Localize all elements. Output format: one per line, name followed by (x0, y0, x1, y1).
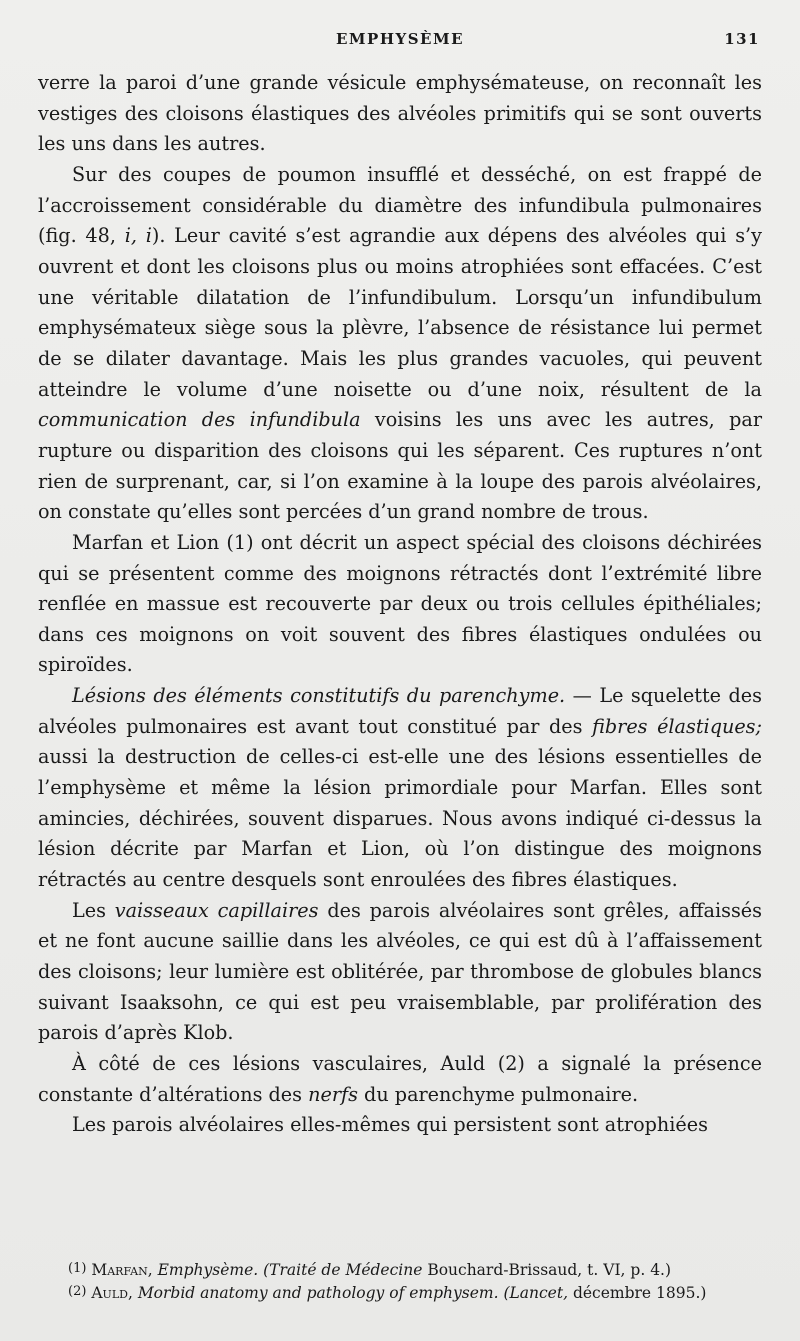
page-number: 131 (724, 30, 760, 48)
footnote-2: (2) Auld, Morbid anatomy and pathology of emphysem. (Lancet, décembre 1895.) (68, 1284, 707, 1302)
footnotes (68, 1258, 768, 1304)
paragraph-5: Les vaisseaux capillaires des parois alvéolaires sont grêles, affaissés et ne font aucune saillie dans les alvéoles, ce qui est dû à l’affaissement des cloisons; leur lumière est oblitérée, par thrombose de globules blancs suivant Isaaksohn, ce qui est peu vraisemblable, par prolifération des parois d’après Klob. (38, 898, 762, 1045)
body-text (38, 68, 762, 1141)
running-title: EMPHYSÈME (336, 30, 464, 48)
paragraph-6: À côté de ces lésions vasculaires, Auld (2) a signalé la présence constante d’altérations des nerfs du parenchyme pulmonaire. (38, 1052, 762, 1106)
paragraph-3: Marfan et Lion (1) ont décrit un aspect spécial des cloisons déchirées qui se présentent comme des moignons rétractés dont l’extrémité libre renflée en massue est recouverte par deux ou trois cellules épithéliales; dans ces moignons on voit souvent des fibres élastiques ondulées ou spiroïdes. (38, 530, 762, 677)
footnote-1: (1) Marfan, Emphysème. (Traité de Médecine Bouchard-Brissaud, t. VI, p. 4.) (68, 1261, 672, 1279)
paragraph-7: Les parois alvéolaires elles-mêmes qui persistent sont atrophiées (72, 1113, 708, 1137)
paragraph-4: Lésions des éléments constitutifs du parenchyme. — Le squelette des alvéoles pulmonaires est avant tout constitué par des fibres élastiques; aussi la destruction de celles-ci est-elle une des lésions essentielles de l’emphysème et même la lésion primordiale pour Marfan. Elles sont amincies, déchirées, souvent disparues. Nous avons indiqué ci-dessus la lésion décrite par Marfan et Lion, où l’on distingue des moignons rétractés au centre desquels sont enroulées des fibres élastiques. (38, 684, 763, 892)
paragraph-2: Sur des coupes de poumon insufflé et desséché, on est frappé de l’accroissement considérable du diamètre des infundibula pulmonaires (fig. 48, i, i). Leur cavité s’est agrandie aux dépens des alvéoles qui s’y ouvrent et dont les cloisons plus ou moins atrophiées sont effacées. C’est une véritable dilatation de l’infundibulum. Lorsqu’un infundibulum emphysémateux siège sous la plèvre, l’absence de résistance lui permet de se dilater davantage. Mais les plus grandes vacuoles, qui peuvent atteindre le volume d’une noisette ou d’une noix, résultent de la communication des infundibula voisins les uns avec les autres, par rupture ou disparition des cloisons qui les séparent. Ces ruptures n’ont rien de surprenant, car, si l’on examine à la loupe des parois alvéolaires, on constate qu’elles sont percées d’un grand nombre de trous. (38, 162, 762, 524)
section-heading: Lésions des éléments constitutifs du parenchyme. (72, 684, 566, 708)
page-header (0, 30, 800, 54)
paragraph-1: verre la paroi d’une grande vésicule emphysémateuse, on reconnaît les vestiges des cloisons élastiques des alvéoles primitifs qui se sont ouverts les uns dans les autres. (38, 71, 762, 156)
